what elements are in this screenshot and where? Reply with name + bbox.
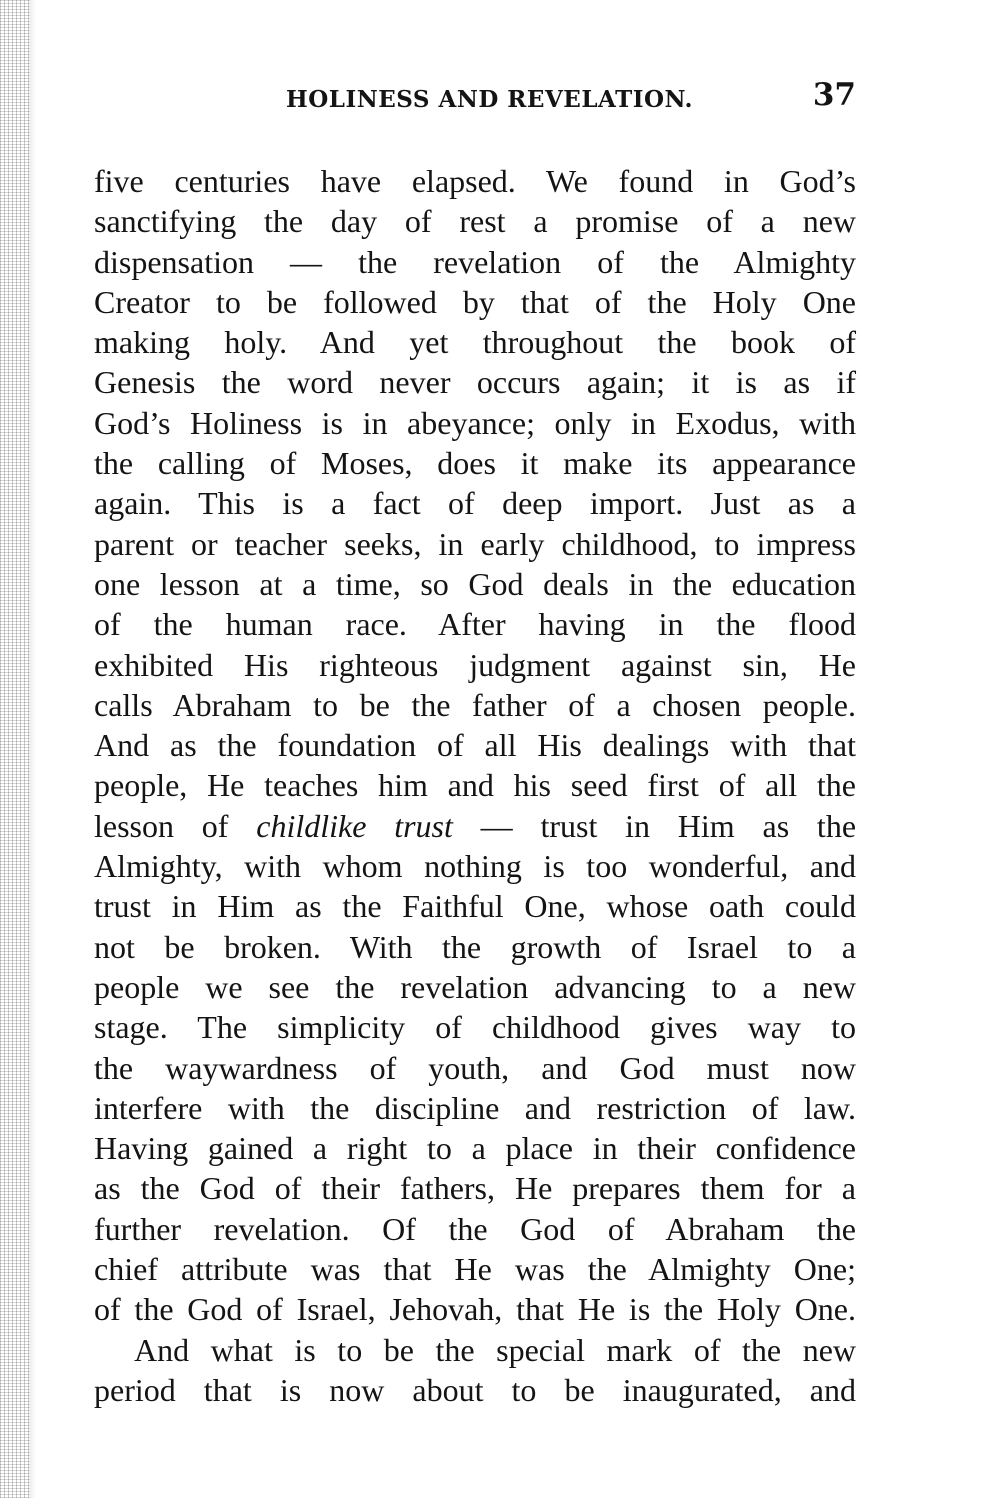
text-line: Almighty, with whom nothing is too wonderful, and [94,848,856,885]
text-segment: lesson of [94,807,257,844]
text-line: Genesis the word never occurs again; it is as if [94,364,856,401]
running-header [94,72,856,122]
paragraph-1 [94,161,856,1330]
text-line: one lesson at a time, so God deals in the education [94,565,856,602]
text-line: the waywardness of youth, and God must now [94,1049,856,1086]
italic-phrase: childlike trust [256,807,453,844]
text-line: And as the foundation of all His dealings with that [94,727,856,764]
text-line: And what is to be the special mark of the new [134,1331,856,1368]
text-line: period that is now about to be inaugurated, and [94,1371,856,1408]
body-text [94,161,856,1410]
book-page [94,72,856,1410]
paragraph-2 [94,1330,856,1411]
text-segment: — trust in Him as the [452,807,857,844]
text-line: sanctifying the day of rest a promise of a new [94,203,856,240]
text-line: calls Abraham to be the father of a chosen people. [94,686,856,723]
text-line: Having gained a right to a place in their confidence [94,1130,856,1167]
page-binding-edge [0,0,30,1498]
text-line-with-italic [94,806,856,846]
page-number: 37 [812,77,856,113]
text-line: as the God of their fathers, He prepares them for a [94,1170,856,1207]
text-line: parent or teacher seeks, in early childhood, to impress [94,525,856,562]
text-line: further revelation. Of the God of Abraham the [94,1210,856,1247]
text-line: again. This is a fact of deep import. Just as a [94,485,856,522]
text-line: Creator to be followed by that of the Holy One [94,283,856,320]
text-line: stage. The simplicity of childhood gives way to [94,1009,856,1046]
text-line: chief attribute was that He was the Almighty One; [94,1251,856,1288]
text-line: interfere with the discipline and restriction of law. [94,1089,856,1126]
text-line: not be broken. With the growth of Israel to a [94,928,856,965]
text-line: people, He teaches him and his seed first of all the [94,767,856,804]
running-header-title: HOLINESS AND REVELATION. [286,86,694,113]
text-line: exhibited His righteous judgment against sin, He [94,646,856,683]
text-line: trust in Him as the Faithful One, whose oath could [94,888,856,925]
text-line: people we see the revelation advancing to a new [94,968,856,1005]
text-line: five centuries have elapsed. We found in God’s [94,163,856,199]
text-line: of the God of Israel, Jehovah, that He is the Holy One. [94,1291,856,1328]
text-line: making holy. And yet throughout the book of [94,324,856,361]
text-line: of the human race. After having in the flood [94,606,856,643]
text-line: the calling of Moses, does it make its appearance [94,445,856,482]
text-line: dispensation — the revelation of the Almighty [94,243,856,280]
text-line: God’s Holiness is in abeyance; only in Exodus, with [94,404,856,441]
